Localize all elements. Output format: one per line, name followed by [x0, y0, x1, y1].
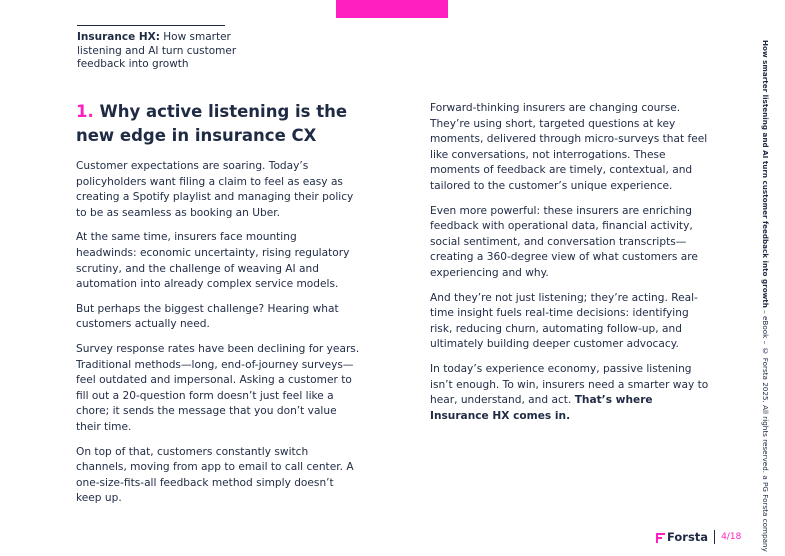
- header-rule: [77, 25, 225, 26]
- paragraph: Customer expectations are soaring. Today’s policyholders want filing a claim to feel as easy as creating a Spotify playlist and managing their policy to be as seamless as booking an Uber.: [76, 160, 354, 219]
- right-column: [430, 101, 712, 433]
- footer-divider: [714, 530, 715, 544]
- final-paragraph-bold: That’s where Insurance HX comes in.: [430, 394, 653, 422]
- final-paragraph-text: In today’s experience economy, passive listening isn’t enough. To win, insurers need a smarter way to hear, understand, and act.: [430, 362, 709, 407]
- paragraph: On top of that, customers constantly switch channels, moving from app to email to call center. A one-size-fits-all feedback method simply doesn’t keep up.: [76, 445, 354, 505]
- paragraph: But perhaps the biggest challenge? Hearing what customers actually need.: [76, 302, 339, 331]
- section-number: 1.: [76, 102, 94, 121]
- forsta-logo-icon: [656, 532, 665, 543]
- page-number: 4/18: [721, 532, 742, 542]
- sidebar-title: How smarter listening and AI turn customer feedback into growth: [761, 40, 770, 308]
- paragraph: And they’re not just listening; they’re acting. Real-time insight fuels real-time decisions: identifying risk, reducing churn, automating follow-up, and ultimately building deeper customer advocacy.: [430, 291, 698, 351]
- left-column: [76, 100, 360, 516]
- header-bold: Insurance HX:: [77, 31, 160, 43]
- logo-text: Forsta: [667, 530, 709, 544]
- document-header: [77, 31, 239, 72]
- forsta-logo: [656, 530, 708, 544]
- top-accent-bar: [336, 0, 448, 18]
- final-paragraph: [430, 362, 712, 424]
- vertical-sidebar-text: [757, 40, 773, 552]
- section-title: [76, 100, 360, 148]
- section-title-text: Why active listening is the new edge in insurance CX: [76, 102, 348, 145]
- paragraph: At the same time, insurers face mounting headwinds: economic uncertainty, rising regulatory scrutiny, and the challenge of weaving AI and automation into already complex service models.: [76, 231, 350, 291]
- paragraph: Forward-thinking insurers are changing course. They’re using short, targeted questions at key moments, delivered through micro-surveys that feel like conversations, not interrogations. These moments of feedback are timely, contextual, and tailored to the customer’s unique experience.: [430, 102, 708, 192]
- paragraph: Even more powerful: these insurers are enriching feedback with operational data, financial activity, social sentiment, and conversation transcripts—creating a 360-degree view of what customers are experiencing and why.: [430, 204, 698, 279]
- paragraph: Survey response rates have been declining for years. Traditional methods—long, end-of-journey surveys—feel outdated and impersonal. Asking a customer to fill out a 20-question form doesn’t just feel like a chore; it sends the message that you don’t value their time.: [76, 342, 360, 433]
- sidebar-copyright: – eBook – © Forsta 2025. All rights reserved. a PG Forsta company: [761, 307, 770, 552]
- footer: [656, 529, 741, 545]
- header-subtitle: How smarter listening and AI turn customer feedback into growth: [77, 31, 237, 70]
